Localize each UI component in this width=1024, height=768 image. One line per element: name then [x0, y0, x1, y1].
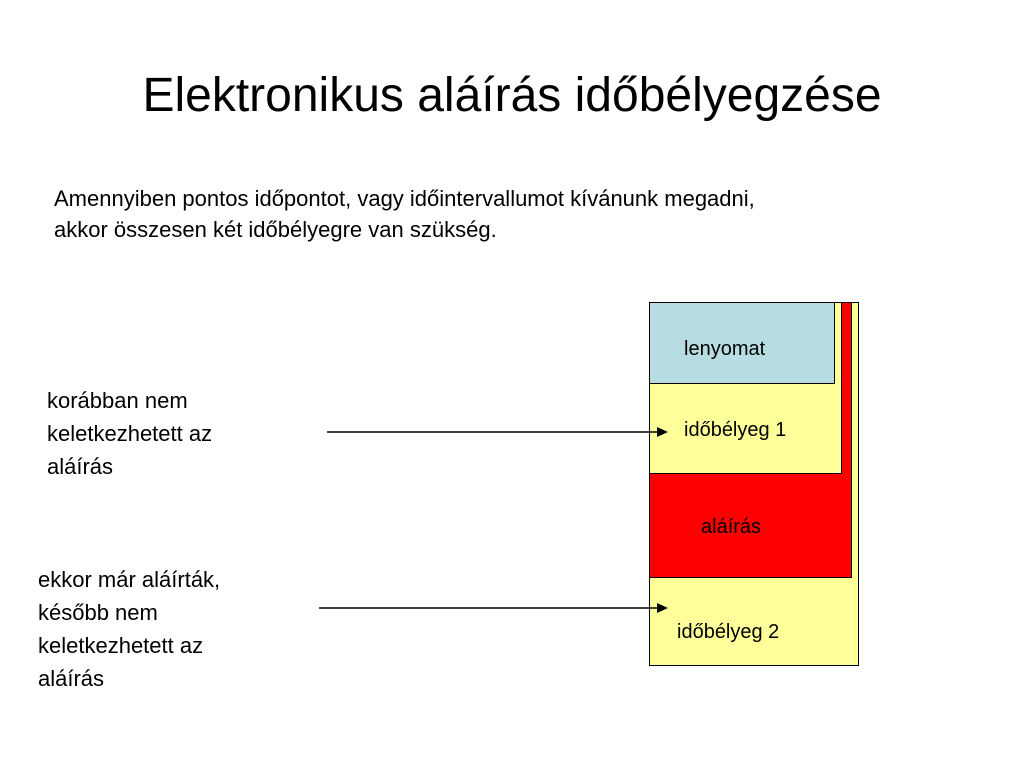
- arrowhead-timestamp-1: [657, 427, 668, 437]
- note-bottom-line-3: keletkezhetett az: [38, 633, 204, 658]
- note-top-line-3: aláírás: [47, 454, 114, 479]
- note-top-line-2: keletkezhetett az: [47, 421, 213, 446]
- note-bottom-line-1: ekkor már aláírták,: [38, 567, 221, 592]
- signature-label: aláírás: [701, 516, 762, 538]
- arrowhead-timestamp-2: [657, 603, 668, 613]
- intro-line-1: Amennyiben pontos időpontot, vagy időintervallumot kívánunk megadni,: [54, 186, 755, 211]
- intro-line-2: akkor összesen két időbélyegre van szükség.: [54, 217, 497, 242]
- note-bottom-line-4: aláírás: [38, 666, 105, 691]
- timestamp-1-label: időbélyeg 1: [684, 419, 787, 441]
- note-top-line-1: korábban nem: [47, 388, 188, 413]
- note-bottom-line-2: később nem: [38, 600, 158, 625]
- slide-title: Elektronikus aláírás időbélyegzése: [142, 69, 882, 122]
- lenyomat-label: lenyomat: [684, 338, 766, 360]
- timestamp-2-label: időbélyeg 2: [677, 621, 780, 643]
